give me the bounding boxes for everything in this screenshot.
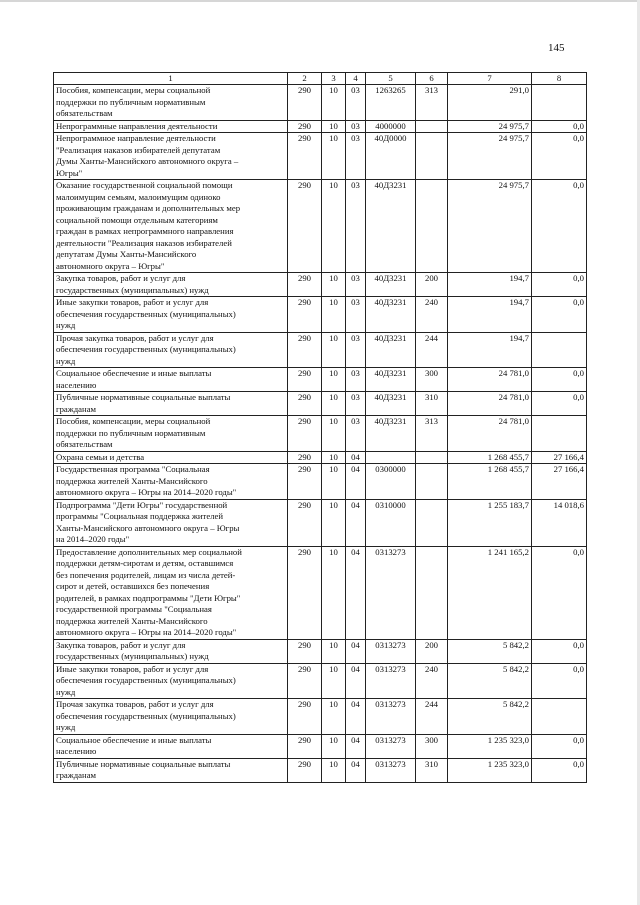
row-description: Пособия, компенсации, меры социальной поддержки по публичным нормативным обязательствам [54, 416, 288, 452]
col-5-cell: 0313273 [366, 663, 416, 699]
col-7-cell: 1 268 455,7 [448, 464, 532, 500]
column-header: 8 [532, 73, 587, 85]
col-5-cell: 0313273 [366, 546, 416, 639]
col-4-cell: 03 [346, 297, 366, 333]
col-3-cell: 10 [322, 85, 346, 121]
row-description: Иные закупки товаров, работ и услуг для обеспечения государственных (муниципальных) нужд [54, 297, 288, 333]
row-description: Социальное обеспечение и иные выплаты населению [54, 368, 288, 392]
col-3-cell: 10 [322, 639, 346, 663]
col-8-cell: 0,0 [532, 368, 587, 392]
table-row [54, 451, 587, 464]
budget-table [53, 72, 587, 783]
scan-top-edge [0, 0, 640, 2]
col-7-cell: 194,7 [448, 297, 532, 333]
row-description: Государственная программа "Социальная поддержка жителей Ханты-Мансийского автономного округа – Югры на 2014–2020 годы" [54, 464, 288, 500]
col-6-cell [416, 180, 448, 273]
col-5-cell: 0300000 [366, 464, 416, 500]
col-7-cell: 291,0 [448, 85, 532, 121]
col-4-cell: 03 [346, 85, 366, 121]
col-2-cell: 290 [288, 392, 322, 416]
table-row [54, 699, 587, 735]
table-row [54, 273, 587, 297]
col-7-cell: 24 781,0 [448, 392, 532, 416]
col-3-cell: 10 [322, 273, 346, 297]
table-row [54, 464, 587, 500]
row-description: Публичные нормативные социальные выплаты гражданам [54, 758, 288, 782]
col-2-cell: 290 [288, 297, 322, 333]
col-4-cell: 03 [346, 120, 366, 133]
col-8-cell: 27 166,4 [532, 451, 587, 464]
col-4-cell: 04 [346, 546, 366, 639]
col-3-cell: 10 [322, 332, 346, 368]
table-row [54, 663, 587, 699]
col-8-cell: 27 166,4 [532, 464, 587, 500]
row-description: Закупка товаров, работ и услуг для государственных (муниципальных) нужд [54, 273, 288, 297]
row-description: Непрограммное направление деятельности "Реализация наказов избирателей депутатам Думы Ханты-Мансийского автономного округа – Югры" [54, 133, 288, 180]
col-5-cell: 1263265 [366, 85, 416, 121]
table-body [54, 85, 587, 783]
col-3-cell: 10 [322, 464, 346, 500]
col-8-cell: 0,0 [532, 120, 587, 133]
table-row [54, 758, 587, 782]
col-6-cell: 310 [416, 392, 448, 416]
col-6-cell [416, 464, 448, 500]
col-8-cell: 0,0 [532, 639, 587, 663]
col-8-cell [532, 416, 587, 452]
col-7-cell: 24 781,0 [448, 416, 532, 452]
col-6-cell: 200 [416, 273, 448, 297]
col-8-cell: 14 018,6 [532, 499, 587, 546]
col-7-cell: 194,7 [448, 332, 532, 368]
col-4-cell: 04 [346, 499, 366, 546]
col-2-cell: 290 [288, 699, 322, 735]
col-5-cell: 0313273 [366, 639, 416, 663]
col-2-cell: 290 [288, 180, 322, 273]
col-2-cell: 290 [288, 451, 322, 464]
row-description: Подпрограмма "Дети Югры" государственной программы "Социальная поддержка жителей Ханты-Мансийского автономного округа – Югры на 2014–2020 годы" [54, 499, 288, 546]
table-header-row [54, 73, 587, 85]
col-5-cell: 40Д3231 [366, 273, 416, 297]
table-row [54, 297, 587, 333]
col-8-cell: 0,0 [532, 663, 587, 699]
row-description: Пособия, компенсации, меры социальной поддержки по публичным нормативным обязательствам [54, 85, 288, 121]
col-4-cell: 03 [346, 180, 366, 273]
col-7-cell: 24 975,7 [448, 180, 532, 273]
col-7-cell: 1 268 455,7 [448, 451, 532, 464]
col-5-cell: 40Д3231 [366, 180, 416, 273]
col-7-cell: 1 241 165,2 [448, 546, 532, 639]
row-description: Охрана семьи и детства [54, 451, 288, 464]
col-7-cell: 5 842,2 [448, 639, 532, 663]
col-4-cell: 03 [346, 273, 366, 297]
column-header: 6 [416, 73, 448, 85]
col-6-cell [416, 451, 448, 464]
row-description: Предоставление дополнительных мер социальной поддержки детям-сиротам и детям, оставшимся без попечения родителей, лицам из числа детей- сирот и детей, оставшихся без попечения родителей, в рамках подпрограммы "Дети Югры" государственной программы "Социальная поддержка жителей Ханты-Мансийского автономного округа – Югры на 2014–2020 годы" [54, 546, 288, 639]
col-3-cell: 10 [322, 180, 346, 273]
col-7-cell: 24 975,7 [448, 120, 532, 133]
col-4-cell: 04 [346, 758, 366, 782]
table-row [54, 546, 587, 639]
table-row [54, 734, 587, 758]
col-3-cell: 10 [322, 699, 346, 735]
col-4-cell: 04 [346, 734, 366, 758]
col-2-cell: 290 [288, 499, 322, 546]
col-2-cell: 290 [288, 734, 322, 758]
col-5-cell: 40Д3231 [366, 297, 416, 333]
col-5-cell [366, 451, 416, 464]
table-row [54, 180, 587, 273]
column-header: 4 [346, 73, 366, 85]
col-4-cell: 03 [346, 392, 366, 416]
table-row [54, 499, 587, 546]
col-5-cell: 40Д3231 [366, 332, 416, 368]
col-6-cell: 300 [416, 368, 448, 392]
col-7-cell: 24 975,7 [448, 133, 532, 180]
col-2-cell: 290 [288, 758, 322, 782]
col-4-cell: 03 [346, 332, 366, 368]
row-description: Закупка товаров, работ и услуг для государственных (муниципальных) нужд [54, 639, 288, 663]
col-2-cell: 290 [288, 546, 322, 639]
col-4-cell: 04 [346, 464, 366, 500]
col-6-cell: 244 [416, 332, 448, 368]
col-7-cell: 1 235 323,0 [448, 734, 532, 758]
col-8-cell: 0,0 [532, 546, 587, 639]
col-8-cell: 0,0 [532, 734, 587, 758]
col-6-cell: 240 [416, 663, 448, 699]
col-2-cell: 290 [288, 85, 322, 121]
table-row [54, 416, 587, 452]
col-7-cell: 1 255 183,7 [448, 499, 532, 546]
col-7-cell: 5 842,2 [448, 663, 532, 699]
col-5-cell: 0310000 [366, 499, 416, 546]
col-6-cell: 200 [416, 639, 448, 663]
col-6-cell: 240 [416, 297, 448, 333]
col-2-cell: 290 [288, 639, 322, 663]
row-description: Оказание государственной социальной помощи малоимущим семьям, малоимущим одиноко проживающим гражданам и дополнительных мер социальной помощи отдельным категориям граждан в рамках непрограммного направления деятельности "Реализация наказов избирателей депутатам Думы Ханты-Мансийского автономного округа – Югры" [54, 180, 288, 273]
col-6-cell: 244 [416, 699, 448, 735]
col-8-cell: 0,0 [532, 133, 587, 180]
row-description: Иные закупки товаров, работ и услуг для обеспечения государственных (муниципальных) нужд [54, 663, 288, 699]
col-2-cell: 290 [288, 663, 322, 699]
page-number: 145 [548, 42, 565, 54]
column-header: 2 [288, 73, 322, 85]
col-4-cell: 03 [346, 368, 366, 392]
row-description: Непрограммные направления деятельности [54, 120, 288, 133]
col-8-cell: 0,0 [532, 273, 587, 297]
col-2-cell: 290 [288, 120, 322, 133]
col-8-cell [532, 85, 587, 121]
col-5-cell: 40Д0000 [366, 133, 416, 180]
col-6-cell: 310 [416, 758, 448, 782]
row-description: Публичные нормативные социальные выплаты гражданам [54, 392, 288, 416]
col-4-cell: 04 [346, 639, 366, 663]
col-8-cell [532, 332, 587, 368]
column-header: 1 [54, 73, 288, 85]
col-4-cell: 03 [346, 133, 366, 180]
col-3-cell: 10 [322, 392, 346, 416]
col-3-cell: 10 [322, 368, 346, 392]
col-8-cell: 0,0 [532, 180, 587, 273]
row-description: Социальное обеспечение и иные выплаты населению [54, 734, 288, 758]
col-7-cell: 5 842,2 [448, 699, 532, 735]
col-6-cell [416, 120, 448, 133]
col-2-cell: 290 [288, 416, 322, 452]
col-5-cell: 0313273 [366, 734, 416, 758]
col-3-cell: 10 [322, 297, 346, 333]
col-2-cell: 290 [288, 332, 322, 368]
col-3-cell: 10 [322, 416, 346, 452]
col-7-cell: 1 235 323,0 [448, 758, 532, 782]
row-description: Прочая закупка товаров, работ и услуг для обеспечения государственных (муниципальных) нужд [54, 699, 288, 735]
col-5-cell: 40Д3231 [366, 368, 416, 392]
table-row [54, 392, 587, 416]
col-6-cell [416, 499, 448, 546]
col-2-cell: 290 [288, 133, 322, 180]
col-8-cell: 0,0 [532, 758, 587, 782]
col-7-cell: 24 781,0 [448, 368, 532, 392]
col-6-cell: 313 [416, 416, 448, 452]
col-4-cell: 04 [346, 699, 366, 735]
col-3-cell: 10 [322, 546, 346, 639]
column-header: 7 [448, 73, 532, 85]
col-3-cell: 10 [322, 758, 346, 782]
col-5-cell: 0313273 [366, 699, 416, 735]
col-5-cell: 0313273 [366, 758, 416, 782]
col-6-cell [416, 546, 448, 639]
col-3-cell: 10 [322, 663, 346, 699]
col-8-cell: 0,0 [532, 392, 587, 416]
col-3-cell: 10 [322, 120, 346, 133]
table-row [54, 133, 587, 180]
row-description: Прочая закупка товаров, работ и услуг для обеспечения государственных (муниципальных) нужд [54, 332, 288, 368]
col-7-cell: 194,7 [448, 273, 532, 297]
col-5-cell: 40Д3231 [366, 392, 416, 416]
col-8-cell [532, 699, 587, 735]
col-2-cell: 290 [288, 368, 322, 392]
col-5-cell: 40Д3231 [366, 416, 416, 452]
col-2-cell: 290 [288, 273, 322, 297]
table-row [54, 639, 587, 663]
col-6-cell [416, 133, 448, 180]
col-3-cell: 10 [322, 734, 346, 758]
col-8-cell: 0,0 [532, 297, 587, 333]
col-4-cell: 04 [346, 451, 366, 464]
col-5-cell: 4000000 [366, 120, 416, 133]
col-3-cell: 10 [322, 133, 346, 180]
col-6-cell: 313 [416, 85, 448, 121]
col-4-cell: 04 [346, 663, 366, 699]
col-4-cell: 03 [346, 416, 366, 452]
column-header: 3 [322, 73, 346, 85]
table-row [54, 332, 587, 368]
column-header: 5 [366, 73, 416, 85]
col-3-cell: 10 [322, 499, 346, 546]
table-row [54, 120, 587, 133]
col-6-cell: 300 [416, 734, 448, 758]
col-3-cell: 10 [322, 451, 346, 464]
table-row [54, 85, 587, 121]
col-2-cell: 290 [288, 464, 322, 500]
table-row [54, 368, 587, 392]
